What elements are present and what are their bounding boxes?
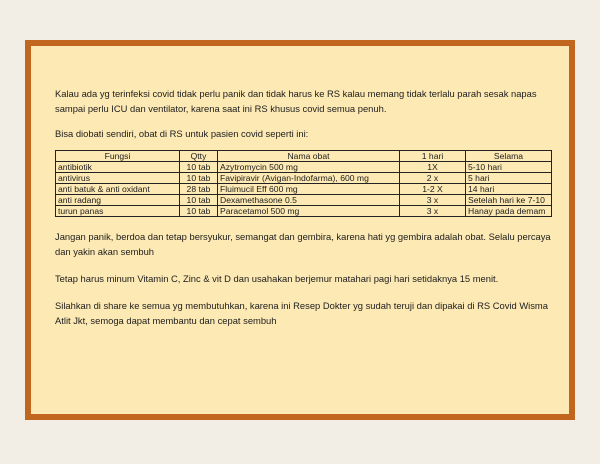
header-qtty: Qtty [180, 151, 218, 162]
table-row [56, 184, 552, 195]
vitamin-paragraph: Tetap harus minum Vitamin C, Zinc & vit D dan usahakan berjemur matahari pagi hari setidaknya 15 menit. [55, 273, 499, 284]
table-row [56, 195, 552, 206]
medication-table [55, 150, 552, 217]
cell-selama: Hanay pada demam [466, 206, 552, 217]
cell-qtty: 28 tab [180, 184, 218, 195]
table-row [56, 162, 552, 173]
header-selama: Selama [466, 151, 552, 162]
cell-1-hari: 3 x [400, 206, 466, 217]
cell-selama: 14 hari [466, 184, 552, 195]
cell-1-hari: 1-2 X [400, 184, 466, 195]
cell-selama: Setelah hari ke 7-10 [466, 195, 552, 206]
document-body [55, 86, 555, 328]
table-row [56, 173, 552, 184]
cell-1-hari: 2 x [400, 173, 466, 184]
header-fungsi: Fungsi [56, 151, 180, 162]
cell-nama-obat: Dexamethasone 0.5 [218, 195, 400, 206]
cell-qtty: 10 tab [180, 206, 218, 217]
cell-nama-obat: Paracetamol 500 mg [218, 206, 400, 217]
cell-1-hari: 1X [400, 162, 466, 173]
cell-fungsi: anti batuk & anti oxidant [56, 184, 180, 195]
cell-nama-obat: Fluimucil Eff 600 mg [218, 184, 400, 195]
cell-fungsi: antivirus [56, 173, 180, 184]
cell-selama: 5-10 hari [466, 162, 552, 173]
cell-qtty: 10 tab [180, 173, 218, 184]
cell-nama-obat: Favipiravir (Avigan-Indofarma), 600 mg [218, 173, 400, 184]
cell-qtty: 10 tab [180, 162, 218, 173]
document-frame [25, 40, 575, 420]
intro-paragraph: Kalau ada yg terinfeksi covid tidak perlu panik dan tidak harus ke RS kalau memang tidak terlalu parah sesak napas sampai perlu ICU dan ventilator, karena saat ini RS khusus covid semua penuh. [55, 88, 537, 114]
header-1-hari: 1 hari [400, 151, 466, 162]
cell-nama-obat: Azytromycin 500 mg [218, 162, 400, 173]
cell-1-hari: 3 x [400, 195, 466, 206]
cell-fungsi: antibiotik [56, 162, 180, 173]
header-nama-obat: Nama obat [218, 151, 400, 162]
cell-fungsi: anti radang [56, 195, 180, 206]
table-row [56, 206, 552, 217]
share-paragraph: Silahkan di share ke semua yg membutuhkan, karena ini Resep Dokter yg sudah teruji dan dipakai di RS Covid Wisma Atlit Jkt, semoga dapat membantu dan cepat sembuh [55, 300, 548, 326]
subheading-paragraph: Bisa diobati sendiri, obat di RS untuk pasien covid seperti ini: [55, 128, 309, 139]
cell-selama: 5 hari [466, 173, 552, 184]
cell-qtty: 10 tab [180, 195, 218, 206]
table-header-row [56, 151, 552, 162]
cell-fungsi: turun panas [56, 206, 180, 217]
encouragement-paragraph: Jangan panik, berdoa dan tetap bersyukur, semangat dan gembira, karena hati yg gembira adalah obat. Selalu percaya dan yakin akan sembuh [55, 231, 551, 257]
